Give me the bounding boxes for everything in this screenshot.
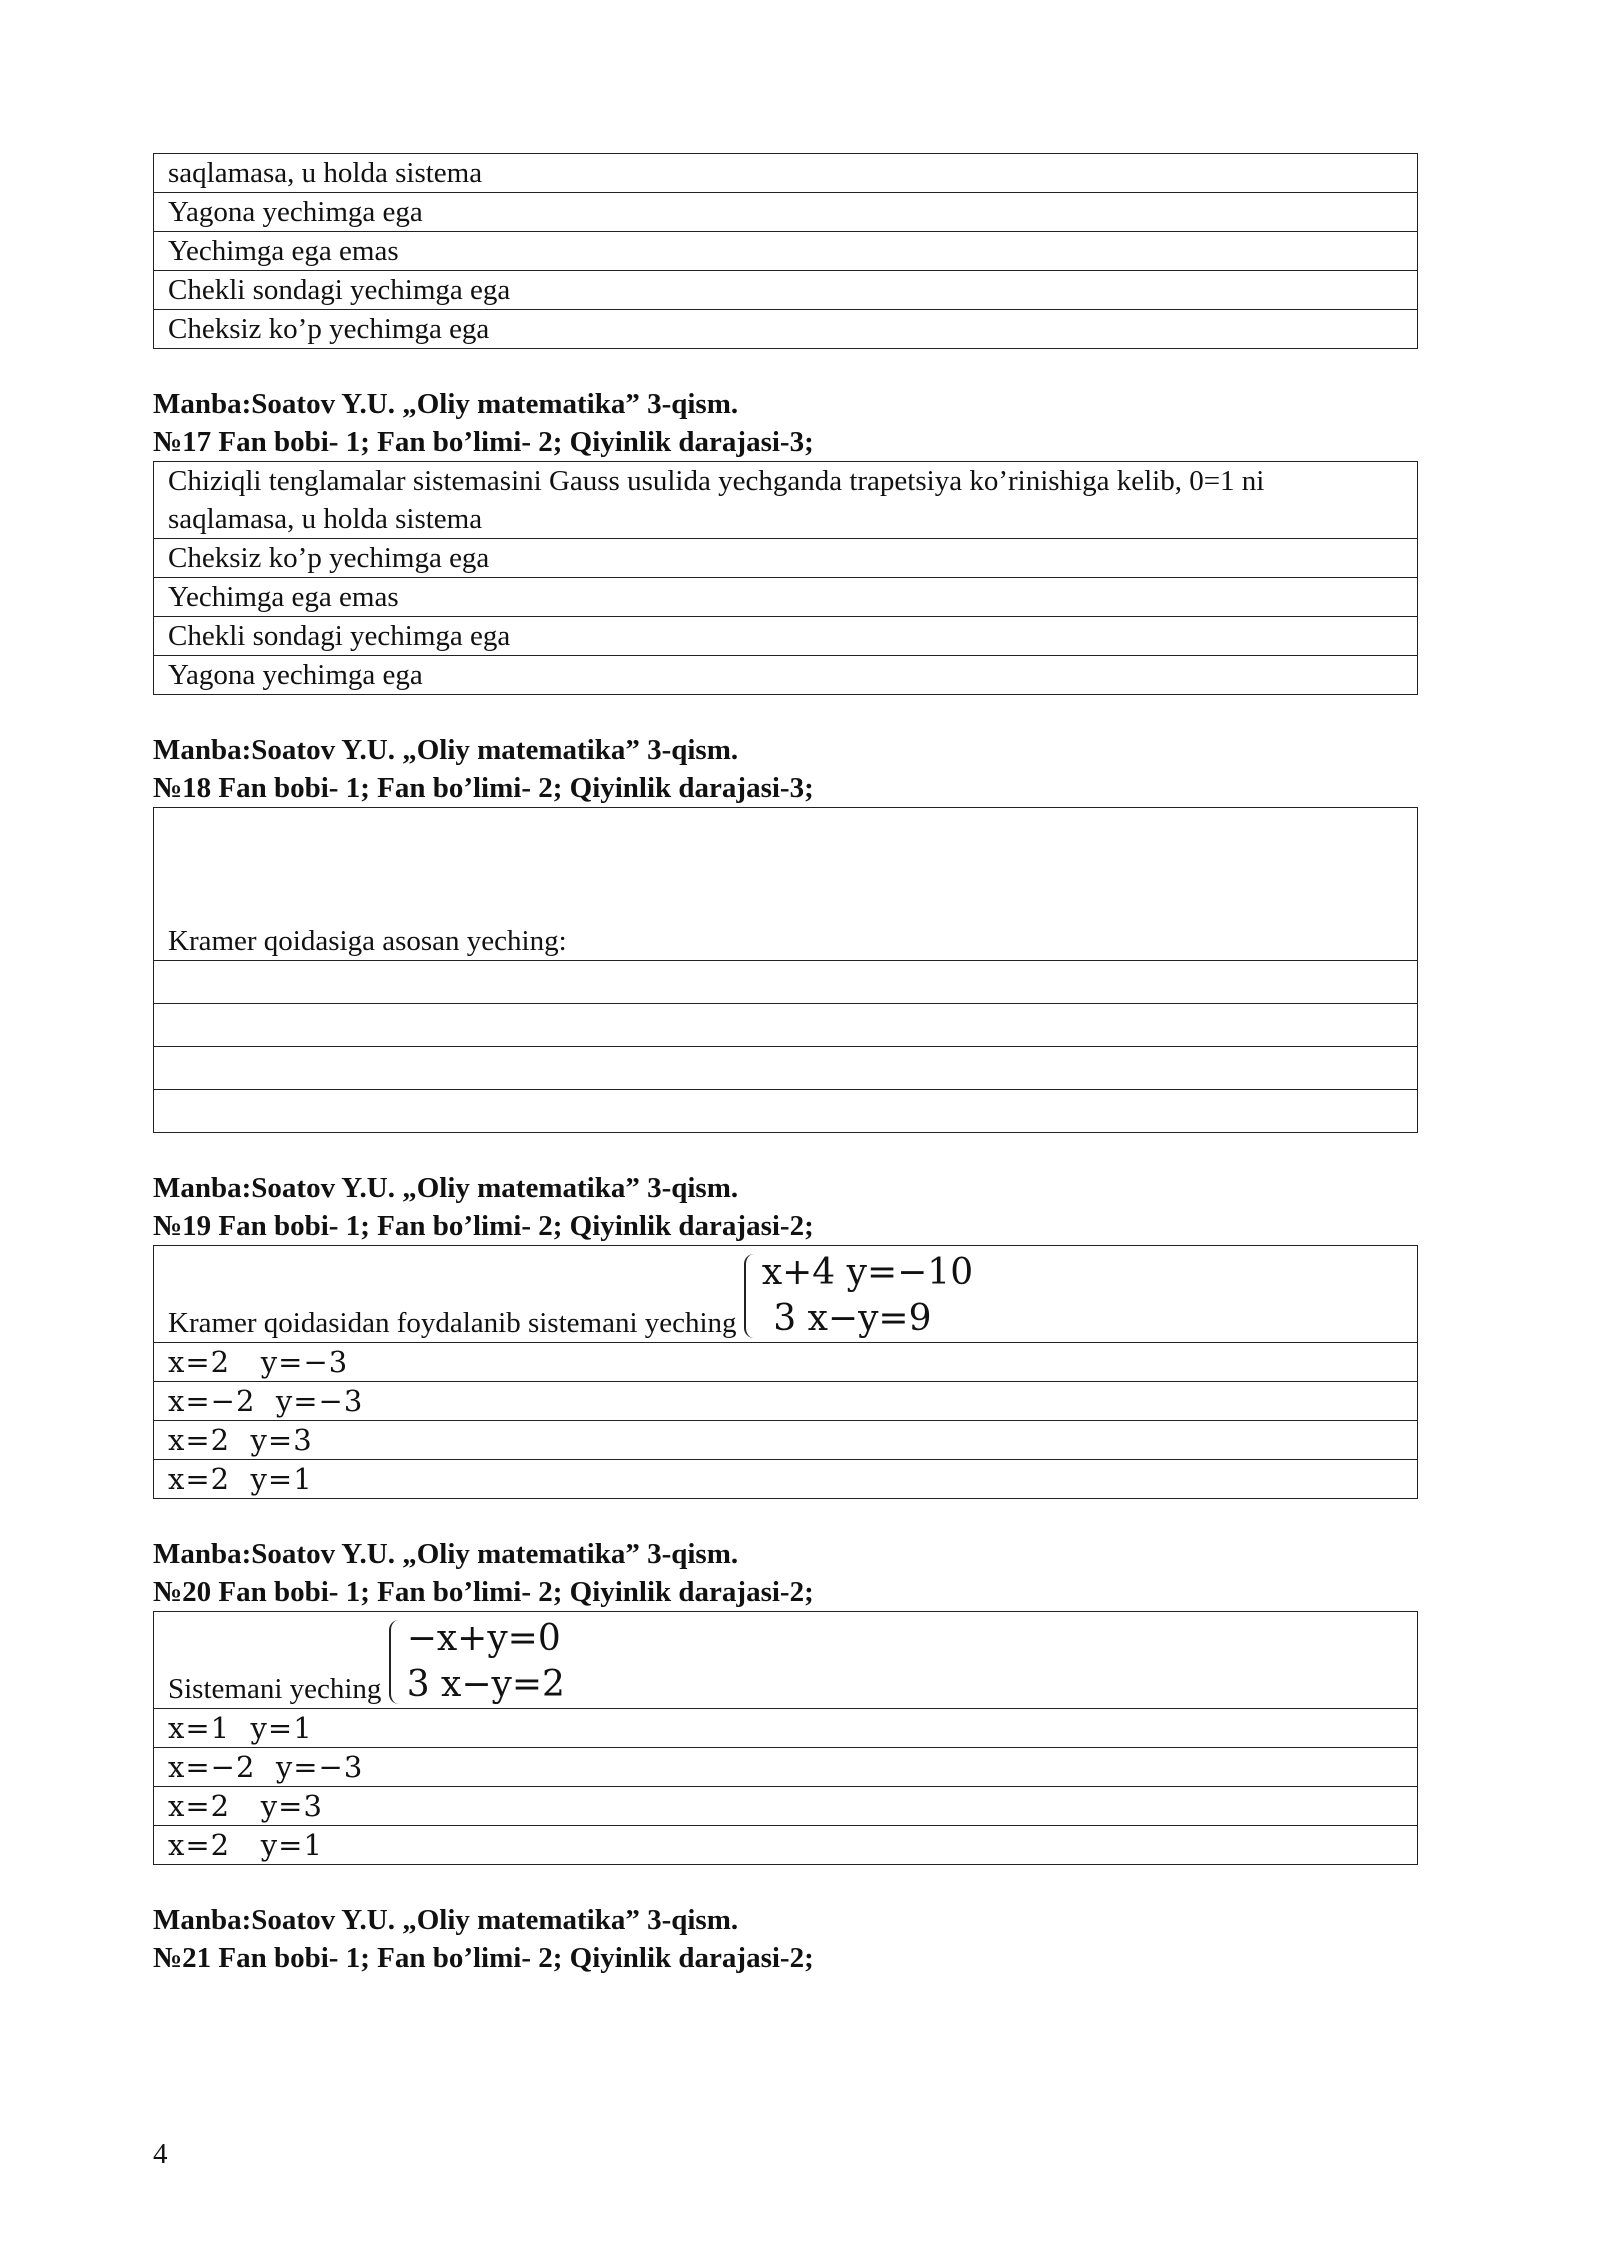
equation-line: 3 x−y=9 [761,1298,932,1339]
answer-option [154,1004,1418,1047]
page-number: 4 [153,2138,168,2170]
answer-option: x=2 y=1 [154,1826,1418,1865]
question-16-table [153,153,1418,349]
brace-icon [389,1620,401,1704]
question-text [154,462,1418,539]
answer-option [154,1047,1418,1090]
question-text: Kramer qoidasidan foydalanib sistemani yeching [168,1307,737,1339]
answer-option: Cheksiz ko’p yechimga ega [154,310,1418,349]
answer-option [154,1090,1418,1133]
question-line: Chiziqli tenglamalar sistemasini Gauss usulida yechganda trapetsiya ko’rinishiga kelib, 0=1 ni [168,465,1265,497]
equation-system [389,1616,565,1708]
answer-option: x=1 y=1 [154,1709,1418,1748]
answer-option: Yechimga ega emas [154,232,1418,271]
source-line: Manba:Soatov Y.U. „Oliy matematika” 3-qism. [153,734,739,766]
question-18-table [153,807,1418,1133]
source-line: Manba:Soatov Y.U. „Oliy matematika” 3-qism. [153,1172,739,1204]
question-cell [154,1246,1418,1343]
question-meta: №18 Fan bobi- 1; Fan bo’limi- 2; Qiyinlik darajasi-3; [153,772,814,804]
question-meta: №19 Fan bobi- 1; Fan bo’limi- 2; Qiyinlik darajasi-2; [153,1210,814,1242]
question-text: saqlamasa, u holda sistema [154,154,1418,193]
answer-option: x=2 y=1 [154,1460,1418,1499]
answer-option: x=−2 y=−3 [154,1382,1418,1421]
source-line: Manba:Soatov Y.U. „Oliy matematika” 3-qism. [153,388,739,420]
answer-option: x=−2 y=−3 [154,1748,1418,1787]
document-page [153,153,1418,1977]
question-20-table [153,1611,1418,1865]
question-17-table [153,461,1418,695]
source-line: Manba:Soatov Y.U. „Oliy matematika” 3-qism. [153,1904,739,1936]
equation-line: x+4 y=−10 [761,1252,974,1293]
question-meta: №21 Fan bobi- 1; Fan bo’limi- 2; Qiyinlik darajasi-2; [153,1942,814,1974]
answer-option: x=2 y=−3 [154,1343,1418,1382]
source-line: Manba:Soatov Y.U. „Oliy matematika” 3-qism. [153,1538,739,1570]
brace-icon [744,1254,756,1338]
equation-system [744,1250,973,1342]
question-meta: №17 Fan bobi- 1; Fan bo’limi- 2; Qiyinlik darajasi-3; [153,426,814,458]
answer-option [154,961,1418,1004]
question-text: Sistemani yeching [168,1673,382,1705]
answer-option: x=2 y=3 [154,1787,1418,1826]
answer-option: Chekli sondagi yechimga ega [154,617,1418,656]
answer-option: Yagona yechimga ega [154,193,1418,232]
answer-option: Yagona yechimga ega [154,656,1418,695]
answer-option: Chekli sondagi yechimga ega [154,271,1418,310]
answer-option: Yechimga ega emas [154,578,1418,617]
answer-option: Cheksiz ko’p yechimga ega [154,539,1418,578]
answer-option: x=2 y=3 [154,1421,1418,1460]
question-meta: №20 Fan bobi- 1; Fan bo’limi- 2; Qiyinlik darajasi-2; [153,1576,814,1608]
question-text: Kramer qoidasiga asosan yeching: [168,925,567,957]
question-cell [154,1612,1418,1709]
equation-line: −x+y=0 [406,1618,561,1659]
question-line: saqlamasa, u holda sistema [168,503,483,535]
question-19-table [153,1245,1418,1499]
equation-line: 3 x−y=2 [406,1664,565,1705]
question-cell [154,808,1418,961]
